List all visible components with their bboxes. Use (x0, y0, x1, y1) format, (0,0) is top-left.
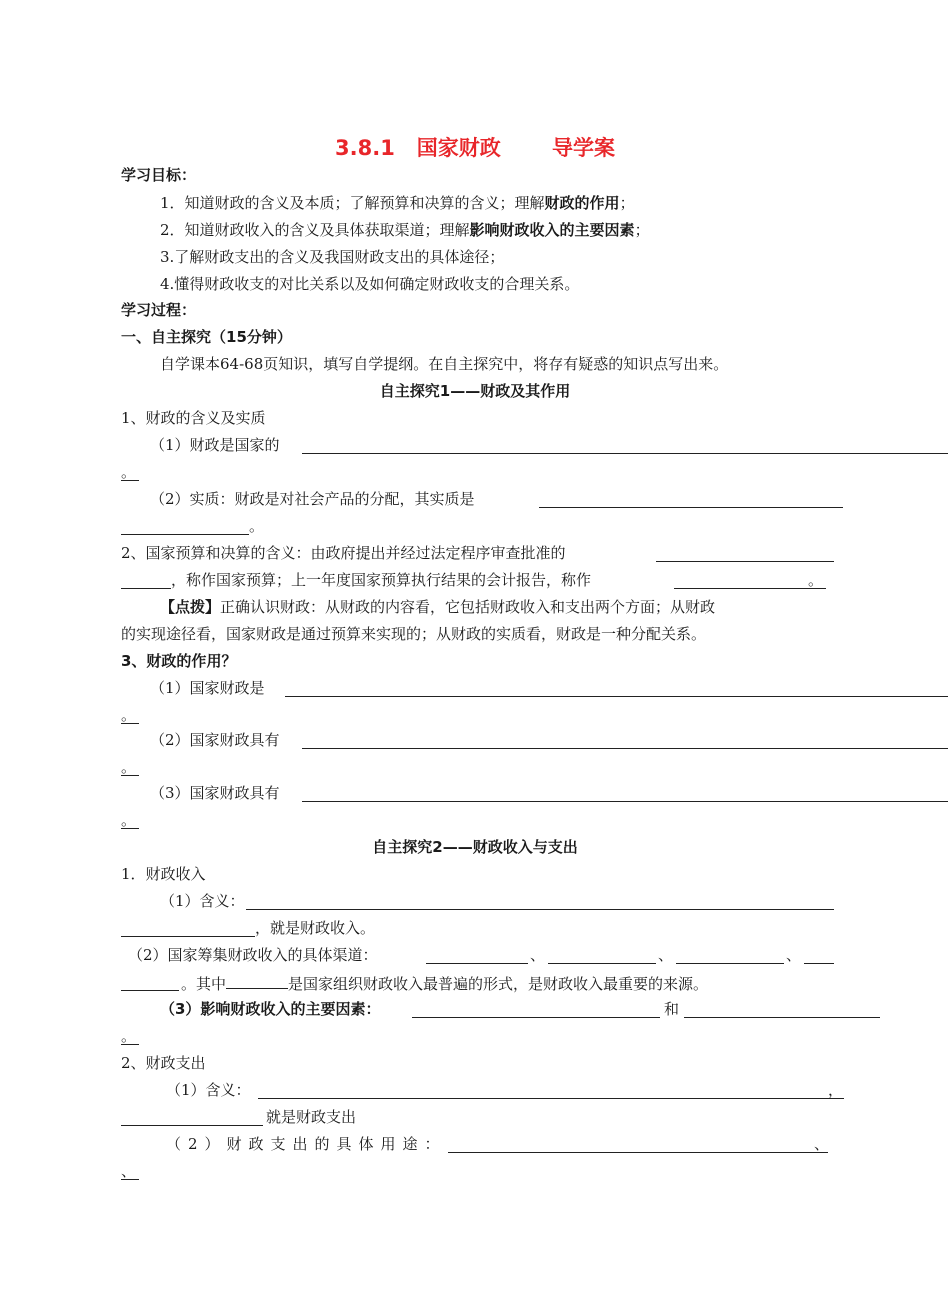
answer-blank-channel-3[interactable] (676, 962, 784, 964)
answer-blank-expenditure-def-cont[interactable] (121, 1124, 263, 1126)
page-title (0, 135, 950, 161)
title-main: 国家财政 (416, 136, 501, 160)
goals-heading: 学习目标： (121, 166, 197, 184)
dun-mark: 、 (121, 1162, 137, 1180)
question-1-1: （1）财政是国家的 (150, 436, 280, 454)
answer-blank-main-form[interactable] (226, 972, 288, 989)
answer-blank-2-final-tail[interactable] (808, 587, 826, 589)
revenue-definition-end: ，就是财政收入。 (255, 919, 376, 937)
part1-heading: 自主探究1——财政及其作用 (379, 382, 571, 400)
question-3-2: （2）国家财政具有 (150, 731, 280, 749)
answer-blank-channel-4-cont[interactable] (121, 989, 179, 991)
question-3-1: （1）国家财政是 (150, 679, 265, 697)
expenditure-definition-end: 就是财政支出 (266, 1108, 357, 1126)
answer-blank-1-1-tail[interactable] (121, 479, 139, 481)
section-1-intro: 自学课本64-68页知识，填写自学提纲。在自主探究中，将存有疑惑的知识点写出来。 (160, 355, 729, 373)
part2-heading: 自主探究2——财政收入与支出 (372, 838, 578, 856)
revenue-channels-main: 。其中 是国家组织财政收入最普遍的形式，是财政收入最重要的来源。 (181, 972, 708, 994)
answer-blank-1-2-cont[interactable] (121, 533, 249, 535)
dun-mark: 、 (658, 946, 674, 964)
comma-mark: ， (828, 1081, 844, 1099)
answer-blank-channel-4[interactable] (804, 962, 834, 964)
tip-line-1: 【点拨】正确认识财政：从财政的内容看，它包括财政收入和支出两个方面；从财政 (160, 598, 716, 616)
goal-item-3: 3.了解财政支出的含义及我国财政支出的具体途径； (160, 248, 505, 266)
answer-blank-channel-2[interactable] (548, 962, 656, 964)
goal-item-1: 1．知道财政的含义及本质；了解预算和决算的含义；理解财政的作用； (160, 194, 635, 212)
answer-blank-1-2[interactable] (539, 506, 843, 508)
answer-blank-channel-1[interactable] (426, 962, 528, 964)
goal-item-4: 4.懂得财政收支的对比关系以及如何确定财政收支的合理关系。 (160, 275, 580, 293)
answer-blank-3-2-tail[interactable] (121, 774, 139, 776)
answer-blank-revenue-def-cont[interactable] (121, 935, 255, 937)
period-mark: 。 (121, 1027, 137, 1045)
revenue-channels: （2）国家筹集财政收入的具体渠道： (128, 946, 378, 964)
dun-mark: 、 (814, 1135, 830, 1153)
expenditure-uses: （2）财政支出的具体用途： (166, 1135, 447, 1153)
answer-blank-3-1[interactable] (285, 695, 948, 697)
answer-blank-use-2[interactable] (121, 1178, 139, 1180)
tip-line-2: 的实现途径看，国家财政是通过预算来实现的；从财政的实质看，财政是一种分配关系。 (121, 625, 707, 643)
answer-blank-2-budget[interactable] (656, 560, 834, 562)
expenditure-definition: （1）含义： (166, 1081, 251, 1099)
goal-item-2: 2．知道财政收入的含义及具体获取渠道；理解影响财政收入的主要因素； (160, 221, 650, 239)
period-mark: 。 (121, 463, 137, 481)
title-suffix: 导学案 (551, 136, 615, 160)
revenue-factors: （3）影响财政收入的主要因素： (160, 1000, 381, 1018)
question-2-cont: ，称作国家预算；上一年度国家预算执行结果的会计报告，称作 (171, 571, 592, 589)
and-word: 和 (664, 1000, 680, 1018)
period-mark: 。 (808, 571, 824, 589)
section-1-heading: 一、自主探究（15分钟） (121, 328, 292, 346)
answer-blank-2-final[interactable] (674, 587, 808, 589)
question-3-3: （3）国家财政具有 (150, 784, 280, 802)
answer-blank-factor-2[interactable] (684, 1016, 880, 1018)
title-number: 3.8.1 (335, 136, 395, 160)
answer-blank-use-1[interactable] (448, 1151, 810, 1153)
answer-blank-3-3[interactable] (302, 800, 948, 802)
expenditure-heading: 2、财政支出 (121, 1054, 206, 1072)
period-mark: 。 (121, 706, 137, 724)
process-heading: 学习过程： (121, 301, 197, 319)
answer-blank-revenue-def[interactable] (246, 908, 834, 910)
dun-mark: 、 (786, 946, 802, 964)
answer-blank-use-1-tail[interactable] (810, 1151, 828, 1153)
revenue-heading: 1．财政收入 (121, 865, 206, 883)
answer-blank-factor-1[interactable] (412, 1016, 660, 1018)
question-2: 2、国家预算和决算的含义：由政府提出并经过法定程序审查批准的 (121, 544, 566, 562)
period-mark: 。 (121, 758, 137, 776)
answer-blank-3-2[interactable] (302, 747, 948, 749)
question-1: 1、财政的含义及实质 (121, 409, 266, 427)
revenue-definition: （1）含义： (160, 892, 245, 910)
answer-blank-expenditure-def[interactable] (258, 1097, 844, 1099)
answer-blank-2-budget-cont[interactable] (121, 587, 171, 589)
period-mark: 。 (249, 517, 265, 535)
question-3: 3、财政的作用？ (121, 652, 237, 670)
dun-mark: 、 (530, 946, 546, 964)
question-1-2: （2）实质：财政是对社会产品的分配，其实质是 (150, 490, 475, 508)
answer-blank-1-1[interactable] (302, 452, 948, 454)
period-mark: 。 (121, 811, 137, 829)
answer-blank-3-3-tail[interactable] (121, 827, 139, 829)
answer-blank-factor-tail[interactable] (121, 1043, 139, 1045)
answer-blank-3-1-tail[interactable] (121, 722, 139, 724)
